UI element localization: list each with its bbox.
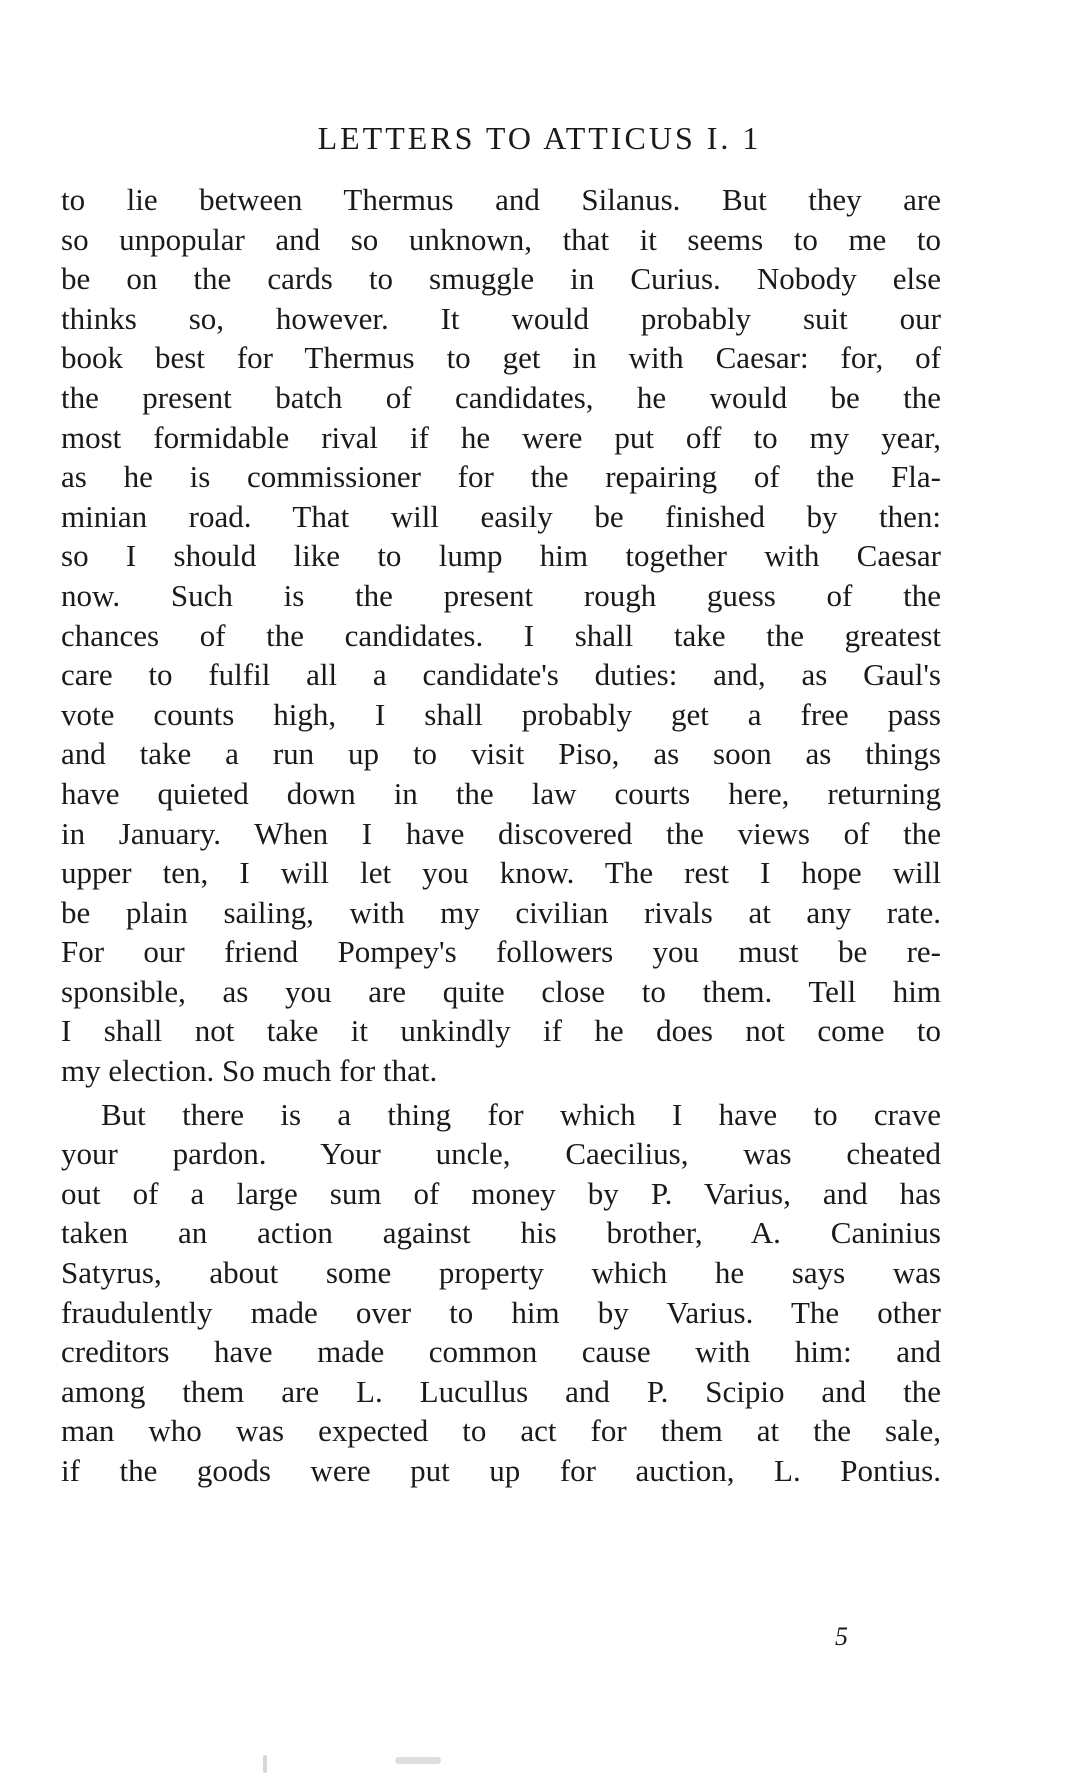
text-line: if the goods were put up for auction, L. Pontius. xyxy=(61,1453,941,1488)
text-line: For our friend Pompey's followers you must be re- xyxy=(61,934,941,970)
text-line: fraudulently made over to him by Varius. The other xyxy=(61,1294,941,1330)
text-line: out of a large sum of money by P. Varius, and has xyxy=(61,1175,941,1211)
text-line: be plain sailing, with my civilian rivals at any rate. xyxy=(61,894,941,930)
text-line: care to fulfil all a candidate's duties: and, as Gaul's xyxy=(61,657,941,693)
text-line: minian road. That will easily be finished by then: xyxy=(61,498,941,534)
text-line: your pardon. Your uncle, Caecilius, was cheated xyxy=(61,1136,941,1172)
text-line: book best for Thermus to get in with Caesar: for, of xyxy=(61,340,941,376)
text-line: chances of the candidates. I shall take the greatest xyxy=(61,617,941,653)
text-line: so I should like to lump him together with Caesar xyxy=(61,538,941,574)
text-line: in January. When I have discovered the views of the xyxy=(61,815,941,851)
text-line: Satyrus, about some property which he says was xyxy=(61,1255,941,1291)
text-line: vote counts high, I shall probably get a free pass xyxy=(61,696,941,732)
text-line: now. Such is the present rough guess of the xyxy=(61,577,941,613)
page-number: 5 xyxy=(835,1622,848,1651)
text-line: most formidable rival if he were put off to my year, xyxy=(61,419,941,455)
text-line: be on the cards to smuggle in Curius. Nobody else xyxy=(61,261,941,297)
running-head: LETTERS TO ATTICUS I. 1 xyxy=(317,120,762,156)
body-text xyxy=(61,180,941,1491)
paragraph-1 xyxy=(61,180,941,1091)
text-line: sponsible, as you are quite close to them. Tell him xyxy=(61,973,941,1009)
paragraph-2 xyxy=(61,1095,941,1491)
text-line: as he is commissioner for the repairing of the Fla- xyxy=(61,459,941,495)
text-line: taken an action against his brother, A. Caninius xyxy=(61,1215,941,1251)
scan-smudge xyxy=(395,1757,441,1764)
text-line: have quieted down in the law courts here, returning xyxy=(61,775,941,811)
text-line: and take a run up to visit Piso, as soon as things xyxy=(61,736,941,772)
text-line: my election. So much for that. xyxy=(61,1053,438,1089)
text-line: I shall not take it unkindly if he does not come to xyxy=(61,1013,941,1049)
text-line: so unpopular and so unknown, that it seems to me to xyxy=(61,221,941,257)
text-line: creditors have made common cause with him: and xyxy=(61,1334,941,1370)
scan-smudge xyxy=(263,1755,267,1773)
text-line: among them are L. Lucullus and P. Scipio and the xyxy=(61,1373,941,1409)
text-line: thinks so, however. It would probably suit our xyxy=(61,300,941,336)
text-line: the present batch of candidates, he would be the xyxy=(61,379,941,415)
text-line: But there is a thing for which I have to crave xyxy=(101,1096,941,1132)
text-line: to lie between Thermus and Silanus. But they are xyxy=(61,182,941,217)
text-line: upper ten, I will let you know. The rest I hope will xyxy=(61,855,941,891)
text-line: man who was expected to act for them at the sale, xyxy=(61,1413,941,1449)
